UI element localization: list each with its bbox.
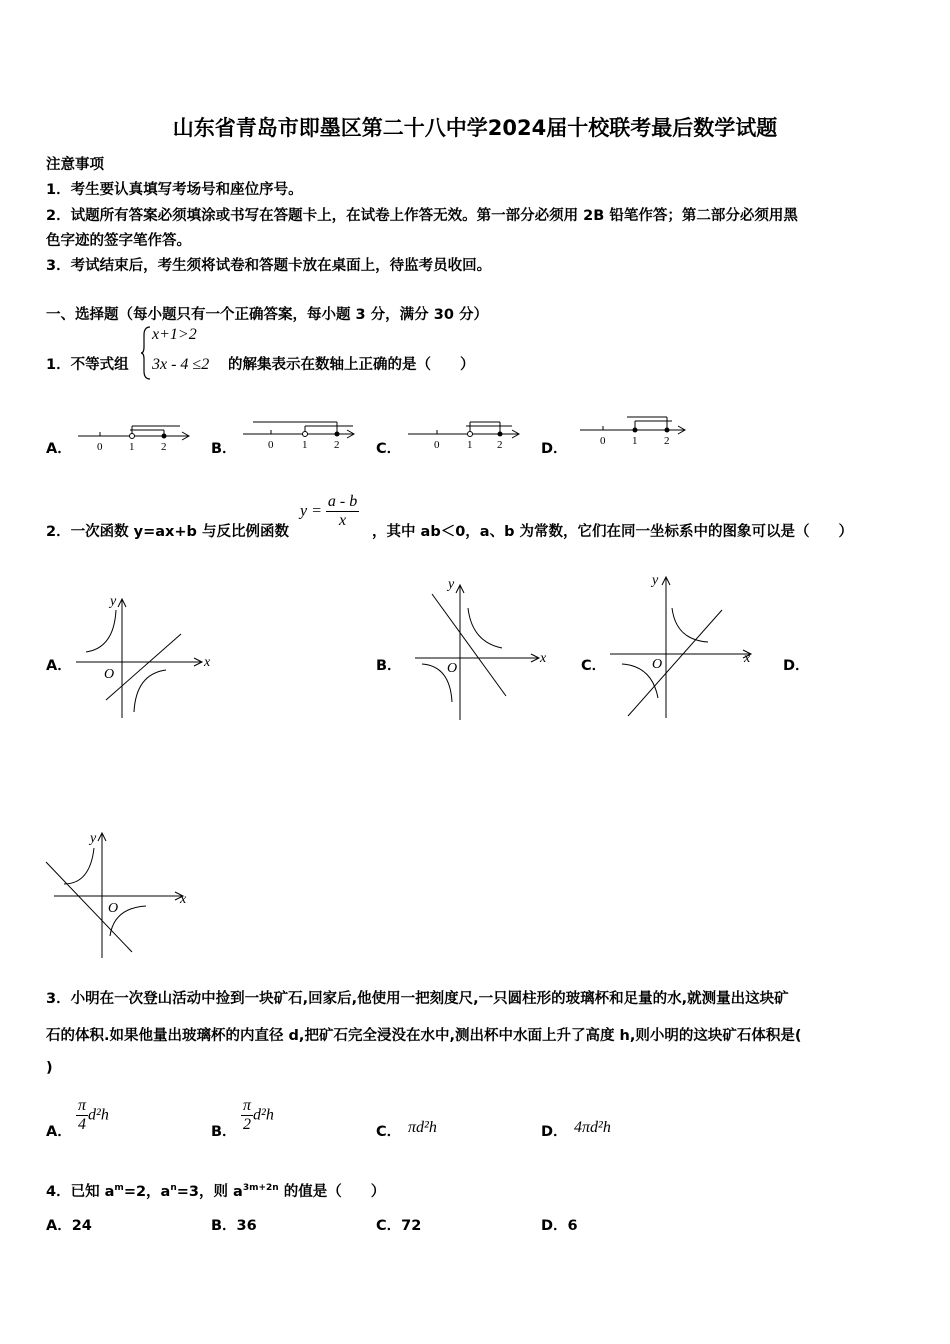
q1-suffix: 的解集表示在数轴上正确的是（ ） [228, 357, 475, 373]
origin-label: O [447, 661, 458, 676]
q2-fraction [300, 493, 359, 530]
q2-option-b-label[interactable]: B． [376, 658, 402, 674]
tick-label: 1 [632, 435, 638, 447]
q3-option-c-label[interactable]: C． [376, 1124, 402, 1140]
q2-prefix: 2．一次函数 y=ax+b 与反比例函数 [46, 524, 289, 540]
graph-b [410, 572, 560, 722]
notice-item: 色字迹的签字笔作答。 [46, 233, 191, 249]
tick-label: 1 [302, 439, 308, 451]
q3-line-1: 3．小明在一次登山活动中捡到一块矿石,回家后,他使用一把刻度尺,一只圆柱形的玻璃杯和足量的水,就测量出这块矿 [46, 991, 789, 1007]
q4-option-a[interactable]: A．24 [46, 1218, 92, 1234]
graph-d [42, 826, 202, 962]
q1-option-d-label[interactable]: D． [541, 441, 568, 457]
q2-option-d-label[interactable]: D． [783, 658, 810, 674]
number-line-d [572, 412, 692, 448]
notice-item: 2．试题所有答案必须填涂或书写在答题卡上，在试卷上作答无效。第一部分必须用 2B 铅笔作答；第二部分必须用黑 [46, 208, 798, 224]
q4-option-b[interactable]: B．36 [211, 1218, 257, 1234]
graph-a [66, 590, 216, 722]
tick-label: 0 [268, 439, 274, 451]
origin-label: O [108, 901, 119, 916]
tick-label: 0 [600, 435, 606, 447]
tick-label: 2 [161, 441, 167, 453]
number-line-c [400, 416, 525, 452]
q2-option-a-label[interactable]: A． [46, 658, 72, 674]
tick-label: 1 [129, 441, 135, 453]
q4-option-c[interactable]: C．72 [376, 1218, 422, 1234]
q4-question: 4．已知 $a^m=2$，$a^n=3$，则 $a^{3m+2n}$ 的值是（ ） [46, 1183, 386, 1200]
q2-frac-lhs: y = [300, 502, 322, 520]
q2-suffix: ，其中 ab＜0，a、b 为常数，它们在同一坐标系中的图象可以是（ ） [372, 524, 854, 540]
brace-icon [140, 325, 152, 381]
q1-option-c-label[interactable]: C． [376, 441, 402, 457]
notice-item: 1．考生要认真填写考场号和座位序号。 [46, 182, 303, 198]
origin-label: O [104, 667, 115, 682]
notice-heading: 注意事项 [46, 157, 104, 173]
axis-y-label: y [90, 831, 97, 846]
q3-option-a-math: $\frac{\pi}{4}$ d²h [78, 1097, 109, 1133]
section-heading: 一、选择题（每小题只有一个正确答案，每小题 3 分，满分 30 分） [46, 307, 488, 323]
tick-label: 0 [97, 441, 103, 453]
q3-line-2: 石的体积.如果他量出玻璃杯的内直径 d,把矿石完全浸没在水中,测出杯中水面上升了高度 h,则小明的这块矿石体积是( [46, 1028, 802, 1044]
axis-x-label: x [540, 651, 547, 666]
axis-x-label: x [204, 655, 211, 670]
axis-y-label: y [652, 573, 659, 588]
q3-option-d-math: 4πd²h [574, 1119, 611, 1136]
q3-option-c-math: πd²h [408, 1119, 437, 1136]
q1-option-b-label[interactable]: B． [211, 441, 237, 457]
axis-y-label: y [110, 594, 117, 609]
tick-label: 2 [334, 439, 340, 451]
q3-option-a-label[interactable]: A． [46, 1124, 72, 1140]
q2-frac-den: x [339, 512, 347, 529]
notice-item: 3．考试结束后，考生须将试卷和答题卡放在桌面上，待监考员收回。 [46, 258, 492, 274]
q1-inequality-2: 3x - 4 ≤2 [152, 356, 210, 373]
axis-y-label: y [448, 577, 455, 592]
number-line-b [235, 416, 360, 452]
q2-option-c-label[interactable]: C． [581, 658, 607, 674]
q3-line-3: ) [46, 1060, 53, 1076]
axis-x-label: x [180, 892, 187, 907]
q1-inequality-1: x+1>2 [152, 326, 197, 343]
graph-c [600, 568, 760, 720]
q3-option-d-label[interactable]: D． [541, 1124, 568, 1140]
tick-label: 2 [497, 439, 503, 451]
q1-option-a-label[interactable]: A． [46, 441, 72, 457]
q1-prefix: 1．不等式组 [46, 357, 129, 373]
number-line-a [70, 418, 195, 454]
tick-label: 1 [467, 439, 473, 451]
tick-label: 0 [434, 439, 440, 451]
page-title: 山东省青岛市即墨区第二十八中学2024届十校联考最后数学试题 [172, 116, 778, 140]
q4-option-d[interactable]: D．6 [541, 1218, 578, 1234]
q2-frac-num: a - b [327, 493, 358, 510]
q3-option-b-math: $\frac{\pi}{2}$ d²h [243, 1097, 274, 1133]
q3-option-b-label[interactable]: B． [211, 1124, 237, 1140]
tick-label: 2 [664, 435, 670, 447]
origin-label: O [652, 657, 663, 672]
axis-x-label: x [744, 651, 751, 666]
